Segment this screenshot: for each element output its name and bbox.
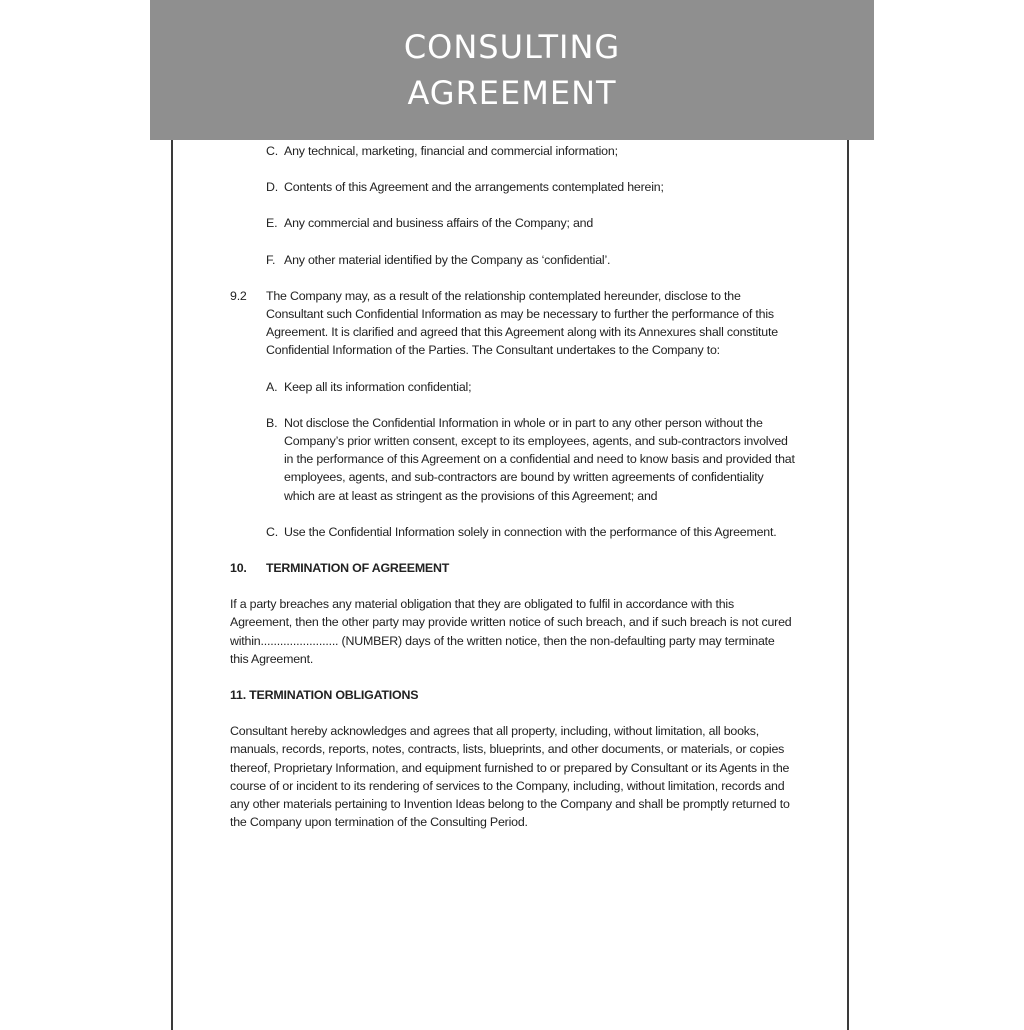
list-item-label: F. bbox=[266, 252, 276, 267]
list-item-text: Not disclose the Confidential Information in whole or in part to any other person without the Company’s prior written consent, except to its employees, agents, and sub-contractors involved in the performance of this Agreement on a confidential and need to know basis and provided that employees, agents, and sub-contractors are bound by written agreements of confidentiality which are at least as stringent as the provisions of this Agreement; and bbox=[284, 415, 795, 503]
banner-title-line2: AGREEMENT bbox=[407, 74, 617, 112]
banner-title-line1: CONSULTING bbox=[403, 28, 621, 66]
clause-number: 9.2 bbox=[230, 288, 247, 303]
section-title: TERMINATION OF AGREEMENT bbox=[266, 561, 450, 576]
title-banner bbox=[150, 0, 874, 140]
list-item-text: Use the Confidential Information solely in connection with the performance of this Agreement. bbox=[284, 524, 777, 539]
list-item-label: C. bbox=[266, 144, 278, 158]
document-body bbox=[230, 142, 795, 849]
section-10-heading bbox=[230, 559, 795, 577]
list-item-9-2-a bbox=[230, 378, 795, 396]
clause-text: The Company may, as a result of the relationship contemplated hereunder, disclose to the Consultant such Confidential Information as may be necessary to further the performance of this Agreement. It is clarified and agreed that this Agreement along with its Annexures shall constitute Confidential Information of the Parties. The Consultant undertakes to the Company to: bbox=[266, 288, 778, 358]
list-item-text: Keep all its information confidential; bbox=[284, 379, 472, 394]
list-item-9-1-f bbox=[230, 251, 795, 269]
list-item-text: Any commercial and business affairs of the Company; and bbox=[284, 216, 594, 231]
list-item-9-1-d bbox=[230, 178, 795, 196]
list-item-label: D. bbox=[266, 180, 278, 195]
clause-9-2 bbox=[230, 287, 795, 360]
list-item-9-1-c bbox=[230, 142, 795, 160]
list-item-text: Contents of this Agreement and the arrangements contemplated herein; bbox=[284, 180, 664, 195]
list-item-text: Any technical, marketing, financial and commercial information; bbox=[284, 144, 618, 158]
section-10-paragraph: If a party breaches any material obligation that they are obligated to fulfil in accordance with this Agreement, then the other party may provide written notice of such breach, and if such breach is not cured within........................ (NUMBER) days of the written notice, then the non-defaulting party may terminate this Agreement. bbox=[230, 597, 792, 666]
section-number: 10. bbox=[230, 561, 247, 576]
list-item-label: A. bbox=[266, 379, 278, 394]
section-11-paragraph: Consultant hereby acknowledges and agrees that all property, including, without limitation, all books, manuals, records, reports, notes, contracts, lists, blueprints, and other documents, or materials, or copies thereof, Proprietary Information, and equipment furnished to or prepared by Consultant or its Agents in the course of or incident to its rendering of services to the Company, including, without limitation, records and any other materials pertaining to Invention Ideas belong to the Company and shall be promptly returned to the Company upon termination of the Consulting Period. bbox=[230, 724, 790, 830]
list-item-text: Any other material identified by the Company as ‘confidential’. bbox=[284, 252, 611, 267]
list-item-label: C. bbox=[266, 524, 278, 539]
list-item-label: E. bbox=[266, 216, 278, 231]
section-11-heading: 11. TERMINATION OBLIGATIONS bbox=[230, 688, 419, 703]
list-item-9-1-e bbox=[230, 214, 795, 232]
list-item-9-2-c bbox=[230, 523, 795, 541]
list-item-9-2-b bbox=[230, 414, 795, 505]
list-item-label: B. bbox=[266, 415, 278, 430]
